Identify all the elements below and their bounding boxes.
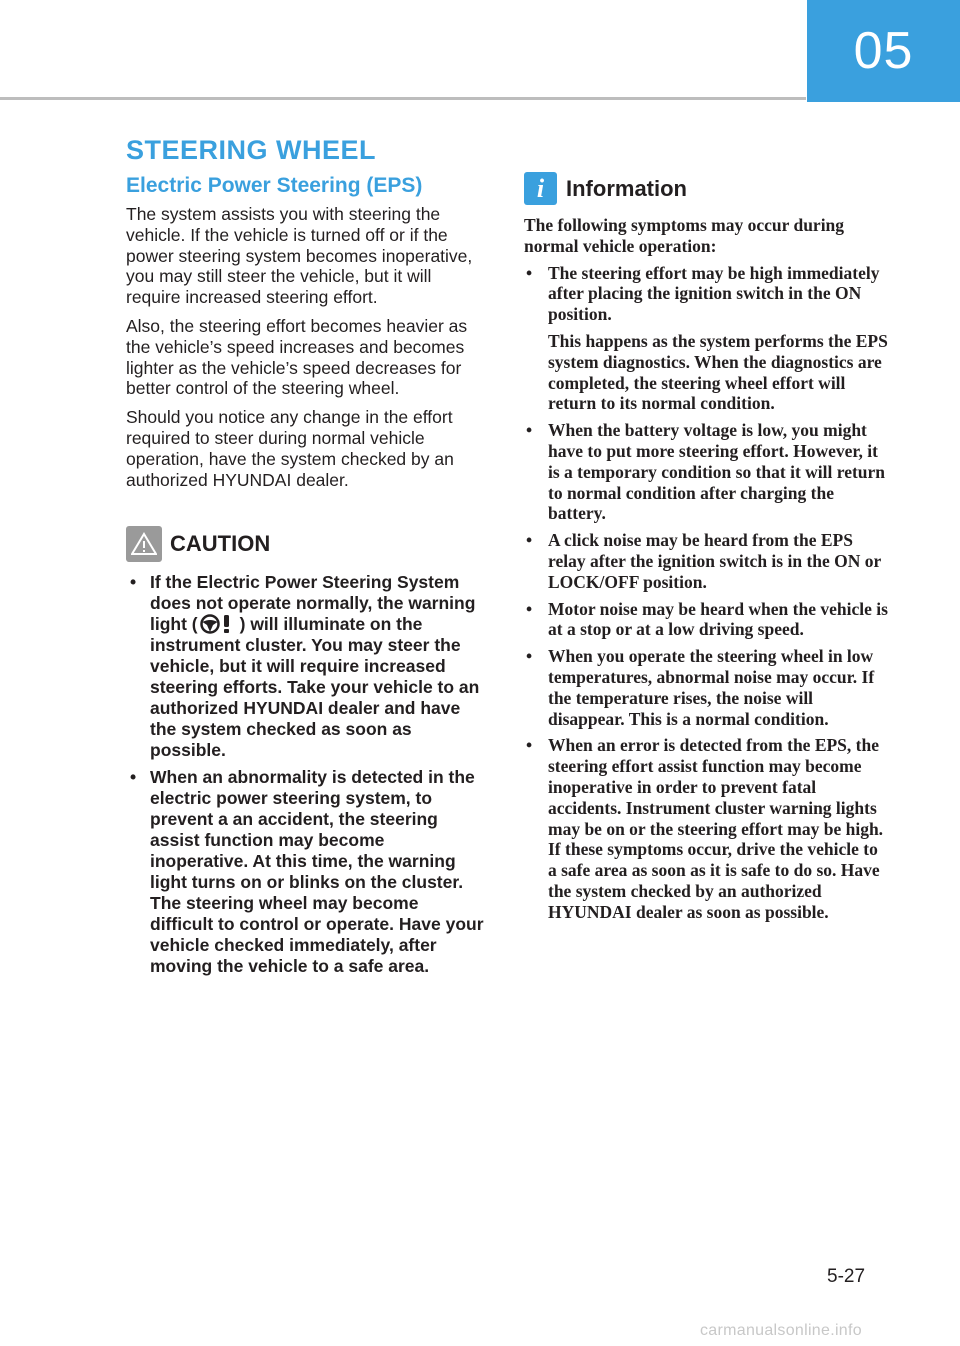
information-item: • When an error is detected from the EPS, the steering effort assist function may become inoperative in order to prevent fatal accidents. Instrument cluster warning lights may be on or the steering effort may be high. If these symptoms occur, drive the vehicle to a safe area as soon as it is safe to do so. Have the system checked by an authorized HYUNDAI dealer as soon as possible. xyxy=(524,735,888,922)
chapter-number: 05 xyxy=(853,22,914,80)
right-column xyxy=(524,172,888,929)
chapter-tab xyxy=(807,0,960,102)
caution-item xyxy=(126,572,486,761)
information-item: • A click noise may be heard from the EPS relay after the ignition switch is in the ON or LOCK/OFF position. xyxy=(524,530,888,592)
caution-item: • When an abnormality is detected in the electric power steering system, to prevent a an accident, the steering assist function may become inoperative. At this time, the warning light turns on or blinks on the cluster. The steering wheel may become difficult to control or operate. Have your vehicle checked immediately, after moving the vehicle to a safe area. xyxy=(126,767,486,977)
information-item: • When the battery voltage is low, you might have to put more steering effort. However, it is a temporary condition so that it will return to normal condition after charging the battery. xyxy=(524,420,888,524)
info-icon: i xyxy=(524,172,557,205)
information-item: • Motor noise may be heard when the vehicle is at a stop or at a low driving speed. xyxy=(524,599,888,641)
information-intro: The following symptoms may occur during normal vehicle operation: xyxy=(524,215,845,256)
information-list xyxy=(524,263,888,923)
steering-wheel-warning-icon xyxy=(198,614,240,634)
page-number: 5-27 xyxy=(827,1266,866,1287)
header-rule xyxy=(0,97,806,100)
caution-item-text: ) will illuminate on the instrument cluster. You may steer the vehicle, but it will require increased steering efforts. Take your vehicle to an authorized HYUNDAI dealer and have the system checked as soon as possible. xyxy=(150,614,480,761)
watermark: carmanualsonline.info xyxy=(700,1322,862,1339)
section-title: STEERING WHEEL xyxy=(126,135,377,165)
caution-header xyxy=(126,526,486,562)
caution-title: CAUTION xyxy=(170,531,271,557)
warning-triangle-icon xyxy=(126,526,162,562)
eps-paragraph: The system assists you with steering the vehicle. If the vehicle is turned off or if the power steering system becomes inoperative, you may still steer the vehicle, but it will require increased steering effort. xyxy=(126,204,473,308)
eps-paragraph: Also, the steering effort becomes heavier as the vehicle’s speed increases and becomes lighter as the vehicle’s speed decreases for better control of the steering wheel. xyxy=(126,315,468,399)
left-column xyxy=(126,174,486,983)
information-item: • When you operate the steering wheel in low temperatures, abnormal noise may occur. If the temperature rises, the noise will disappear. This is a normal condition. xyxy=(524,646,888,729)
eps-paragraph: Should you notice any change in the effort required to steer during normal vehicle operation, have the system checked by an authorized HYUNDAI dealer. xyxy=(126,407,454,490)
caution-list xyxy=(126,572,486,977)
information-item xyxy=(524,263,888,415)
caution-item-text: If the Electric Power Steering System does not operate normally, the warning light ( xyxy=(150,572,476,635)
eps-heading: Electric Power Steering (EPS) xyxy=(126,174,423,197)
information-item-text: The steering effort may be high immediately after placing the ignition switch in the ON position. xyxy=(548,262,880,325)
information-title: Information xyxy=(566,175,687,201)
information-header xyxy=(524,172,888,205)
information-item-subtext: This happens as the system performs the EPS system diagnostics. When the diagnostics are completed, the steering wheel effort will return to its normal condition. xyxy=(548,330,888,414)
